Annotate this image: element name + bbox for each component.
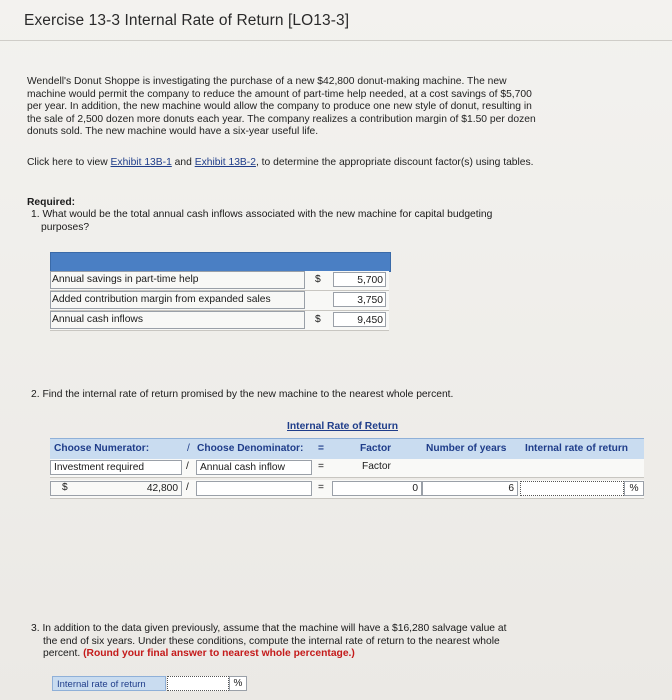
q1-line2: purposes? bbox=[41, 221, 90, 233]
q1-line1: What would be the total annual cash inflows associated with the new machine for capital budgeting bbox=[42, 209, 493, 220]
row-value-input[interactable]: 9,450 bbox=[333, 312, 386, 327]
table-row bbox=[50, 271, 389, 291]
q3-line1: 3. In addition to the data given previously, assume that the machine will have a $16,280 salvage value at bbox=[31, 623, 507, 634]
question-2: 2. Find the internal rate of return promised by the new machine to the nearest whole percent. bbox=[31, 389, 454, 400]
q1-number: 1. bbox=[31, 209, 40, 220]
header-years: Number of years bbox=[426, 443, 507, 454]
exhibit-13b-1-link[interactable]: Exhibit 13B-1 bbox=[110, 157, 172, 168]
row2-slash: / bbox=[186, 482, 189, 493]
page-title: Exercise 13-3 Internal Rate of Return [LO13-3] bbox=[24, 12, 350, 29]
row-currency: $ bbox=[315, 274, 321, 285]
denominator-value-input[interactable] bbox=[196, 481, 312, 496]
table-row bbox=[50, 311, 389, 331]
irr-row-labels bbox=[50, 459, 644, 478]
numerator-value-input[interactable]: 42,800 bbox=[50, 481, 182, 496]
exhibit-instructions bbox=[27, 157, 547, 170]
irr-value-input[interactable] bbox=[520, 481, 624, 496]
row2-currency: $ bbox=[62, 482, 68, 493]
exhibit-prefix: Click here to view bbox=[27, 157, 111, 168]
q3-line2: the end of six years. Under these conditions, compute the internal rate of return to the nearest whole bbox=[43, 635, 500, 647]
question-3 bbox=[31, 623, 551, 661]
row-label: Annual savings in part-time help bbox=[52, 274, 199, 285]
row-label: Added contribution margin from expanded sales bbox=[52, 294, 271, 305]
header-numerator: Choose Numerator: bbox=[54, 443, 150, 454]
row-currency: $ bbox=[315, 314, 321, 325]
exhibit-suffix: , to determine the appropriate discount factor(s) using tables. bbox=[255, 157, 534, 168]
rounding-instruction: (Round your final answer to nearest whole percentage.) bbox=[83, 648, 355, 659]
answer3-label: Internal rate of return bbox=[52, 676, 166, 691]
header-rate: Internal rate of return bbox=[525, 443, 629, 454]
percent-sign: % bbox=[624, 481, 644, 496]
problem-statement: Wendell's Donut Shoppe is investigating the purchase of a new $42,800 donut-making machine. The new machine would permit the company to reduce the amount of part-time help needed, at a cost savings of $5,700 per year. In addition, the new machine would allow the company to produce one new style of donut, resulting in the sale of 2,500 dozen more donuts each year. The company realizes a contribution margin of $1.50 per dozen donuts sold. The new machine would have a six-year useful life. bbox=[27, 76, 536, 137]
answer3-input[interactable] bbox=[167, 676, 229, 691]
header-factor: Factor bbox=[360, 443, 392, 454]
irr-row-values bbox=[50, 480, 644, 499]
answer3-percent-sign: % bbox=[229, 676, 247, 691]
row2-equals: = bbox=[318, 482, 324, 493]
cash-inflow-table-header bbox=[50, 252, 391, 272]
irr-table-caption: Internal Rate of Return bbox=[287, 421, 398, 432]
header-denominator: Choose Denominator: bbox=[197, 443, 304, 454]
required-heading: Required: bbox=[27, 197, 76, 208]
denominator-select[interactable]: Annual cash inflow bbox=[196, 460, 312, 475]
row-value-input[interactable]: 3,750 bbox=[333, 292, 386, 307]
q3-line3: percent. bbox=[43, 648, 84, 659]
title-divider bbox=[0, 40, 672, 41]
exhibit-mid: and bbox=[171, 157, 195, 168]
row1-equals: = bbox=[318, 461, 324, 472]
numerator-select[interactable]: Investment required bbox=[50, 460, 182, 475]
row-value-input[interactable]: 5,700 bbox=[333, 272, 386, 287]
irr-table-header bbox=[50, 438, 644, 459]
factor-value-input[interactable]: 0 bbox=[332, 481, 422, 496]
header-slash: / bbox=[187, 443, 190, 454]
row1-factor-label: Factor bbox=[362, 461, 391, 472]
row-label: Annual cash inflows bbox=[52, 314, 144, 325]
years-value-input[interactable]: 6 bbox=[422, 481, 518, 496]
exhibit-13b-2-link[interactable]: Exhibit 13B-2 bbox=[194, 157, 256, 168]
header-equals: = bbox=[318, 443, 324, 454]
cash-inflow-table bbox=[50, 271, 389, 331]
question-1 bbox=[31, 209, 531, 234]
row1-slash: / bbox=[186, 461, 189, 472]
table-row bbox=[50, 291, 389, 311]
